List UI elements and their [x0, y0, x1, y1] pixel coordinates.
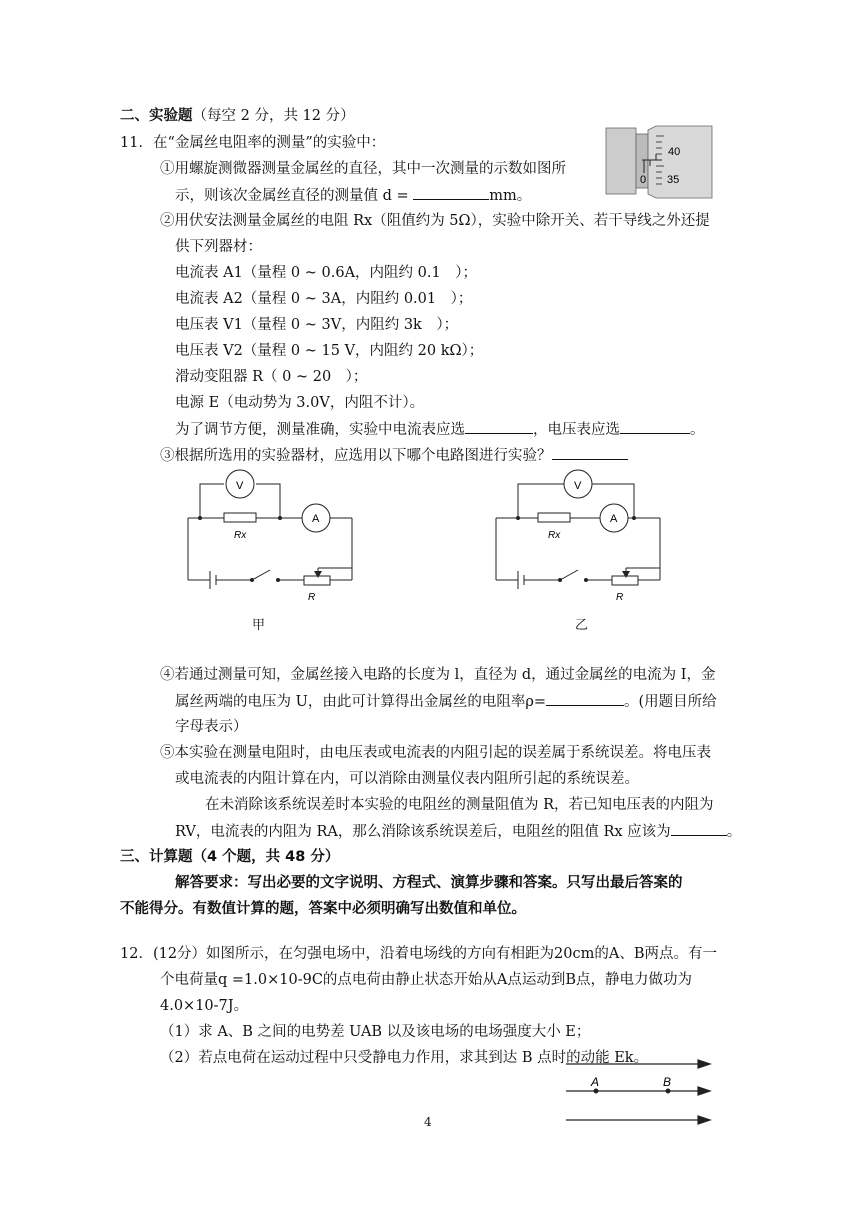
q11-p5-line3: 在未消除该系统误差时本实验的电阻丝的测量阻值为 R，若已知电压表的内阻为: [205, 797, 714, 813]
ammeter-label: A: [312, 513, 320, 525]
q11-stem: [120, 133, 385, 153]
q11-choose-end: 。: [690, 422, 705, 438]
q11-p5-line1: ⑤本实验在测量电阻时，由电压表或电流表的内阻引起的误差属于系统误差。将电压表: [160, 745, 711, 761]
equipment-ammeter-a2: 电流表 A2（量程 0 ~ 3A，内阻约 0.01 ）；: [175, 291, 473, 307]
equipment-ammeter-a1: 电流表 A1（量程 0 ~ 0.6A，内阻约 0.1 ）；: [175, 265, 477, 281]
section-2-title: 二、实验题: [120, 108, 193, 124]
electric-field-figure: [566, 1056, 716, 1126]
q12-sub2: （2）若点电荷在运动过程中只受静电力作用，求其到达 B 点时的动能 Ek。: [160, 1050, 649, 1066]
q11-p4-line3: 字母表示）: [175, 719, 248, 735]
q12-line1: 12．(12分）如图所示，在匀强电场中，沿着电场线的方向有相距为20cm的A、B两点。有一: [120, 946, 718, 962]
answer-blank-resistivity[interactable]: [546, 691, 624, 706]
q11-p5-line4: [175, 821, 741, 842]
caption-jia: 甲: [252, 618, 266, 633]
micrometer-label-0: 0: [640, 174, 647, 186]
point-b: [666, 1089, 671, 1094]
voltmeter-label: V: [574, 480, 582, 492]
circuit-diagram-yi: [494, 468, 670, 604]
q11-p5-text: RV，电流表的内阻为 RA，那么消除该系统误差后，电阻丝的阻值 Rx 应该为: [175, 824, 671, 840]
q11-choose-voltmeter-text: ，电压表应选: [533, 422, 620, 438]
q11-p1-unit: mm。: [489, 188, 532, 204]
rheostat-label: R: [616, 592, 624, 603]
voltmeter-label: V: [236, 480, 244, 492]
q11-p2-choose: [175, 419, 705, 440]
q12-line2: 个电荷量q =1.0×10-9C的点电荷由静止状态开始从A点运动到B点，静电力做功为: [160, 972, 693, 988]
equipment-power-source: 电源 E（电动势为 3.0V，内阻不计）。: [175, 395, 425, 411]
micrometer-figure: [604, 124, 716, 200]
section-3-requirement-line1: 解答要求：写出必要的文字说明、方程式、演算步骤和答案。只写出最后答案的: [175, 875, 683, 891]
q11-p4-line2: [175, 691, 717, 712]
answer-blank-ammeter[interactable]: [465, 419, 533, 434]
q12-line3: 4.0×10-7J。: [160, 998, 249, 1014]
q11-p4-text: 属丝两端的电压为 U，由此可计算得出金属丝的电阻率ρ=: [175, 694, 547, 710]
point-a-label: A: [591, 1075, 600, 1089]
q11-p5-line2: 或电流表的内阻计算在内，可以消除由测量仪表内阻所引起的系统误差。: [175, 771, 639, 787]
section-2-heading: [120, 106, 355, 126]
q11-choose-ammeter-text: 为了调节方便，测量准确，实验中电流表应选: [175, 422, 465, 438]
circuit-diagram-jia: [186, 468, 362, 604]
q11-number: 11．: [120, 135, 153, 151]
caption-yi: 乙: [575, 618, 589, 633]
page-number: 4: [424, 1115, 432, 1129]
point-a: [594, 1089, 599, 1094]
q11-p1-line1: ①用螺旋测微器测量金属丝的直径，其中一次测量的示数如图所: [160, 161, 566, 177]
equipment-voltmeter-v1: 电压表 V1（量程 0 ~ 3V，内阻约 3k ）；: [175, 317, 459, 333]
q11-p1-line2: [175, 185, 531, 206]
q11-p3: [160, 445, 628, 466]
micrometer-label-35: 35: [667, 174, 680, 186]
rheostat-label: R: [308, 592, 316, 603]
answer-blank-voltmeter[interactable]: [620, 419, 690, 434]
section-3-requirement-line2: 不能得分。有数值计算的题，答案中必须明确写出数值和单位。: [120, 901, 526, 917]
q11-p2-line2: 供下列器材：: [175, 239, 262, 255]
q12-sub1: （1）求 A、B 之间的电势差 UAB 以及该电场的电场强度大小 E；: [160, 1024, 591, 1040]
section-2-note: （每空 2 分，共 12 分）: [192, 108, 355, 124]
section-3-heading: 三、计算题（4 个题，共 48 分）: [120, 849, 340, 865]
q11-p3-text: ③根据所选用的实验器材，应选用以下哪个电路图进行实验？: [160, 448, 552, 464]
q11-p1-text: 示，则该次金属丝直径的测量值 d =: [175, 188, 409, 204]
answer-blank-diameter[interactable]: [413, 185, 489, 200]
micrometer-label-40: 40: [668, 146, 681, 158]
q11-p5-end: 。: [726, 824, 742, 840]
q11-p2-line1: ②用伏安法测量金属丝的电阻 Rx（阻值约为 5Ω），实验中除开关、若干导线之外还提: [160, 213, 710, 229]
point-b-label: B: [663, 1075, 672, 1089]
equipment-voltmeter-v2: 电压表 V2（量程 0 ~ 15 V，内阻约 20 kΩ）；: [175, 343, 484, 359]
answer-blank-circuit[interactable]: [552, 445, 628, 460]
equipment-rheostat: 滑动变阻器 R（ 0 ~ 20 ）；: [175, 369, 368, 385]
resistor-label: Rx: [234, 530, 247, 541]
answer-blank-rx[interactable]: [671, 821, 727, 836]
ammeter-label: A: [610, 513, 618, 525]
q11-p4-tail: 。(用题目所给: [624, 694, 717, 710]
q11-p4-line1: ④若通过测量可知，金属丝接入电路的长度为 l，直径为 d，通过金属丝的电流为 I，金: [160, 667, 716, 683]
q11-stem-text: 在“金属丝电阻率的测量”的实验中：: [152, 135, 386, 151]
resistor-label: Rx: [548, 530, 561, 541]
